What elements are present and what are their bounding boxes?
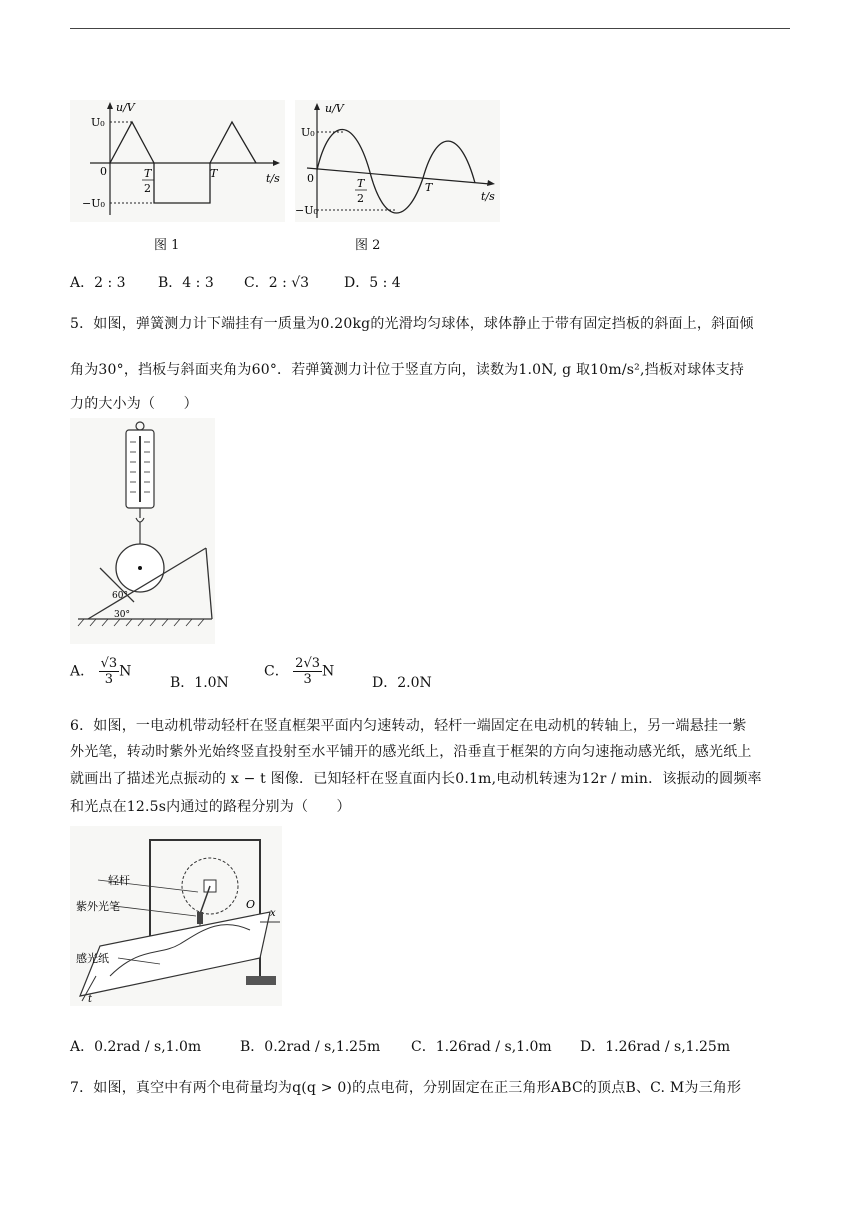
fig2-half-den: 2	[357, 192, 364, 205]
figure-2-sine-wave	[295, 100, 500, 222]
label-o: O	[246, 898, 256, 911]
fig2-zero-label: 0	[307, 172, 314, 185]
q5-text-line-2: 角为30°，挡板与斜面夹角为60°．若弹簧测力计位于竖直方向，读数为1.0N, g 取10m/s²,挡板对球体支持	[70, 362, 745, 378]
scale-hook	[136, 508, 144, 522]
figure-1-svg	[70, 100, 285, 222]
q5-text-line-3: 力的大小为（ ）	[70, 396, 198, 412]
q6-text-line-4: 和光点在12.5s内通过的路程分别为（ ）	[70, 799, 351, 815]
pen-leader	[114, 906, 196, 916]
q4-option-c[interactable]: C．2 : √3	[244, 275, 310, 291]
q6-text-line-3: 就画出了描述光点振动的 x − t 图像．已知轻杆在竖直面内长0.1m,电动机转速为12r / min．该振动的圆频率	[70, 771, 762, 787]
fig2-y-arrow	[314, 103, 320, 110]
fig1-t-label: T	[210, 167, 218, 180]
figure-2-caption: 图 2	[355, 238, 381, 253]
q5-option-d[interactable]: D．2.0N	[372, 675, 432, 691]
fig2-ylabel: u/V	[325, 102, 344, 115]
header-rule	[70, 28, 790, 29]
q6-option-b[interactable]: B．0.2rad / s,1.25m	[240, 1039, 381, 1055]
fig1-half-num: T	[144, 167, 152, 180]
q5-option-b[interactable]: B．1.0N	[170, 675, 229, 691]
fig1-half-den: 2	[144, 182, 151, 195]
q6-figure-svg	[70, 826, 282, 1006]
q7-text-line-1: 7．如图，真空中有两个电荷量均为q(q > 0)的点电荷，分别固定在正三角形ABC的顶点B、C. M为三角形	[70, 1080, 742, 1096]
fig2-half-num: T	[357, 177, 365, 190]
fig1-wave-first	[110, 122, 154, 163]
angle-60-label: 60°	[112, 591, 128, 601]
frame-base-right	[246, 976, 276, 985]
q5-text-line-1: 5．如图，弹簧测力计下端挂有一质量为0.20kg的光滑均匀球体，球体静止于带有固定挡板的斜面上，斜面倾	[70, 316, 754, 332]
fig1-negu0-label: −U₀	[82, 197, 105, 210]
figure-2-svg	[295, 100, 500, 222]
fig1-u0-label: U₀	[91, 116, 105, 129]
figure-1-triangle-wave	[70, 100, 285, 222]
fig2-negu0-label: −U₀	[295, 204, 318, 217]
label-t: t	[88, 994, 93, 1005]
figure-1-caption: 图 1	[154, 238, 180, 253]
ground-hatch	[78, 619, 204, 626]
uv-pen	[197, 912, 203, 924]
fig2-x-arrow	[487, 180, 495, 186]
scale-ring	[136, 422, 144, 430]
fig1-zero-label: 0	[100, 165, 107, 178]
label-x: x	[270, 908, 276, 919]
incline-back	[206, 548, 212, 619]
q6-figure-motor-frame	[70, 826, 282, 1006]
fig2-x-axis	[307, 168, 490, 184]
q5-figure-spring-scale-sphere	[70, 418, 215, 644]
q4-option-d[interactable]: D．5 : 4	[344, 275, 401, 291]
q6-option-c[interactable]: C．1.26rad / s,1.0m	[411, 1039, 552, 1055]
fig1-ylabel: u/V	[116, 101, 135, 114]
fig1-y-arrow	[107, 102, 113, 109]
fig2-u0-label: U₀	[301, 126, 315, 139]
q6-option-a[interactable]: A．0.2rad / s,1.0m	[70, 1039, 202, 1055]
q6-text-line-2: 外光笔，转动时紫外光始终竖直投射至水平铺开的感光纸上，沿垂直于框架的方向匀速拖动感光纸，感光纸上	[70, 744, 752, 760]
sphere-center	[138, 566, 142, 570]
label-paper: 感光纸	[76, 952, 109, 965]
q6-option-d[interactable]: D．1.26rad / s,1.25m	[580, 1039, 731, 1055]
fig1-x-arrow	[273, 160, 280, 166]
q5-figure-svg	[70, 418, 215, 644]
angle-30-label: 30°	[114, 610, 130, 620]
q5-option-a-fraction: $\frac{√3}{3}$	[100, 656, 118, 687]
label-uv-pen: 紫外光笔	[76, 900, 120, 913]
q6-text-line-1: 6．如图，一电动机带动轻杆在竖直框架平面内匀速转动，轻杆一端固定在电动机的转轴上，另一端悬挂一紫	[70, 718, 747, 734]
q5-option-c[interactable]: C． $\frac{2√3}{3}$ N	[264, 656, 335, 687]
fig2-xlabel: t/s	[481, 190, 495, 203]
fig2-t-label: T	[425, 181, 433, 194]
q4-option-a[interactable]: A．2 : 3	[70, 275, 126, 291]
label-rod: 轻杆	[108, 874, 130, 887]
fig1-xlabel: t/s	[266, 172, 280, 185]
q5-option-c-fraction: $\frac{2√3}{3}$	[295, 656, 320, 687]
q4-option-b[interactable]: B．4 : 3	[158, 275, 214, 291]
q5-option-a[interactable]: A． $\frac{√3}{3}$ N	[70, 656, 132, 687]
